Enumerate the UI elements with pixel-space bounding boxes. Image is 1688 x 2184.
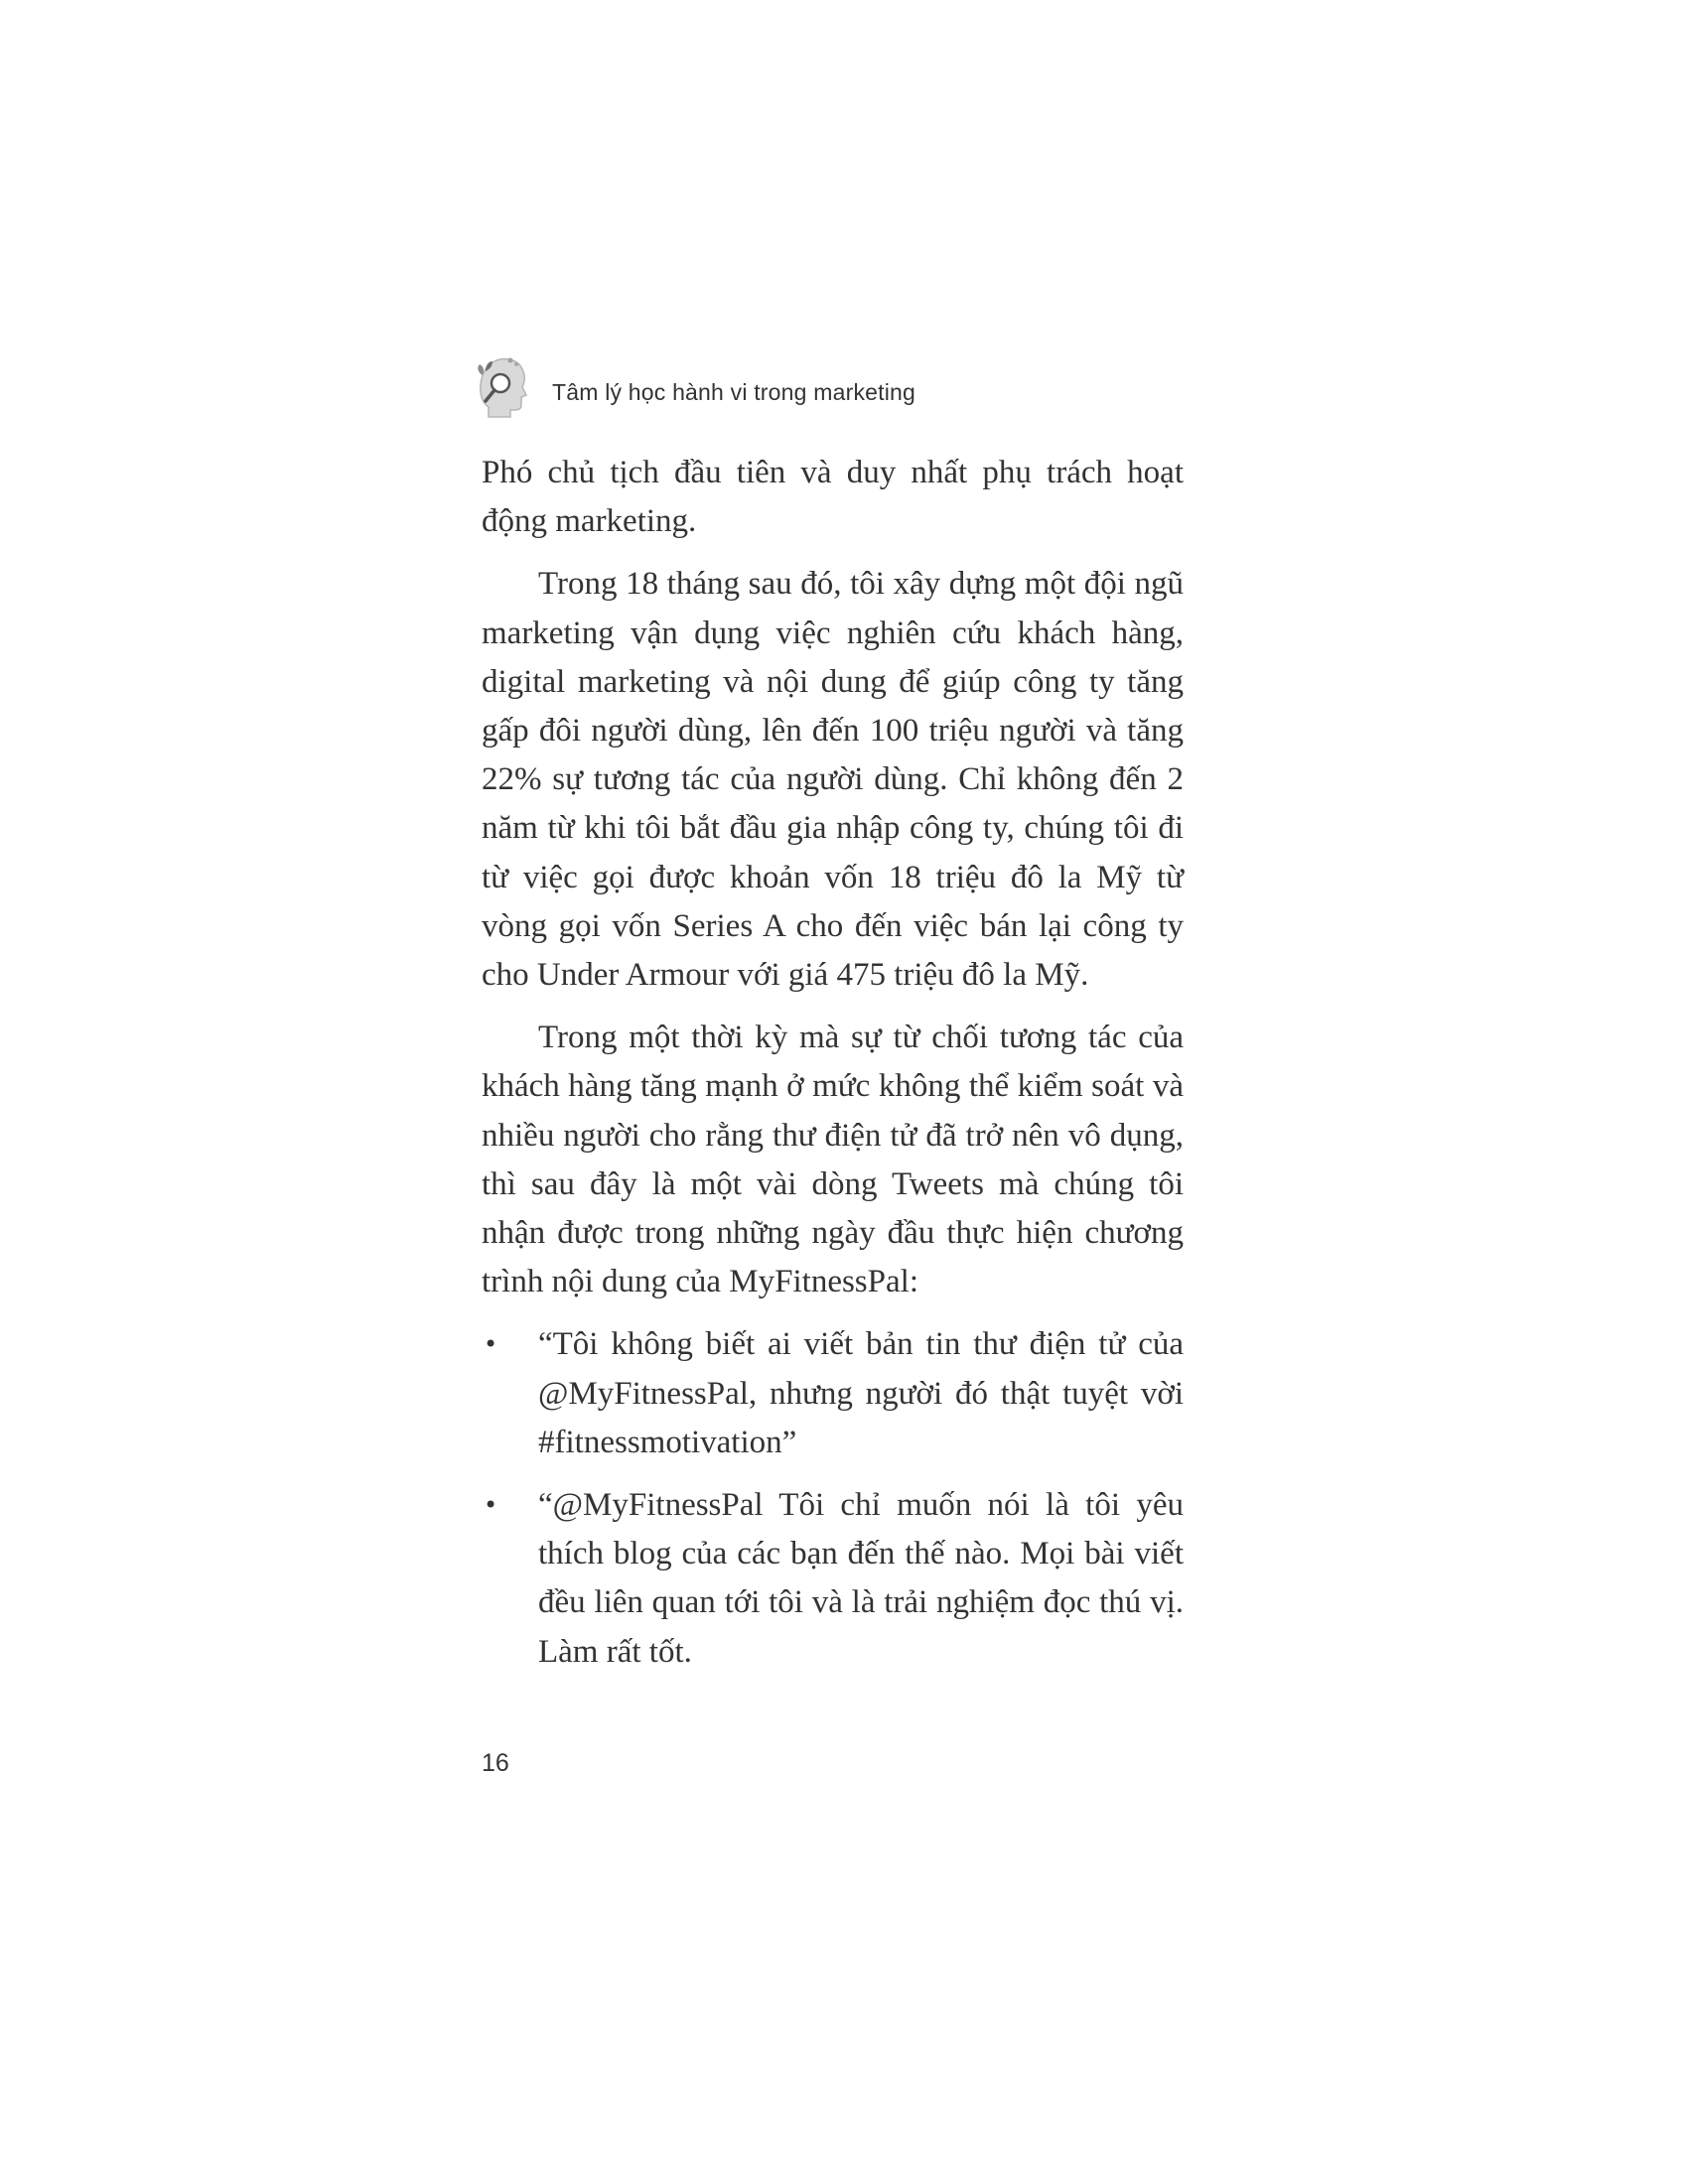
running-header (475, 352, 915, 422)
bullet-icon: • (484, 1330, 498, 1359)
paragraph-1: Phó chủ tịch đầu tiên và duy nhất phụ trách hoạt động marketing. (482, 455, 1184, 540)
list-item (482, 1320, 1184, 1467)
tweet-quote-1: “Tôi không biết ai viết bản tin thư điện tử của @MyFitnessPal, nhưng người đó thật tuyệt vời #fitnessmotivation” (538, 1326, 1184, 1460)
page-number: 16 (482, 1749, 509, 1777)
list-item (482, 1481, 1184, 1677)
paragraph-3: Trong một thời kỳ mà sự từ chối tương tác của khách hàng tăng mạnh ở mức không thể kiểm soát và nhiều người cho rằng thư điện tử đã trở nên vô dụng, thì sau đây là một vài dòng Tweets mà chúng tôi nhận được trong những ngày đầu thực hiện chương trình nội dung của MyFitnessPal: (482, 1020, 1184, 1300)
body-text (482, 449, 1184, 1677)
bullet-icon: • (484, 1491, 498, 1520)
tweet-quote-2: “@MyFitnessPal Tôi chỉ muốn nói là tôi yêu thích blog của các bạn đến thế nào. Mọi bài viết đều liên quan tới tôi và là trải nghiệm đọc thú vị. Làm rất tốt. (538, 1487, 1184, 1670)
paragraph-2: Trong 18 tháng sau đó, tôi xây dựng một đội ngũ marketing vận dụng việc nghiên cứu khách hàng, digital marketing và nội dung để giúp công ty tăng gấp đôi người dùng, lên đến 100 triệu người và tăng 22% sự tương tác của người dùng. Chỉ không đến 2 năm từ khi tôi bắt đầu gia nhập công ty, chúng tôi đi từ việc gọi được khoản vốn 18 triệu đô la Mỹ từ vòng gọi vốn Series A cho đến việc bán lại công ty cho Under Armour với giá 475 triệu đô la Mỹ. (482, 566, 1184, 994)
tweet-quote-list (482, 1320, 1184, 1676)
head-magnifier-icon (475, 355, 530, 419)
running-header-title: Tâm lý học hành vi trong marketing (552, 378, 916, 405)
